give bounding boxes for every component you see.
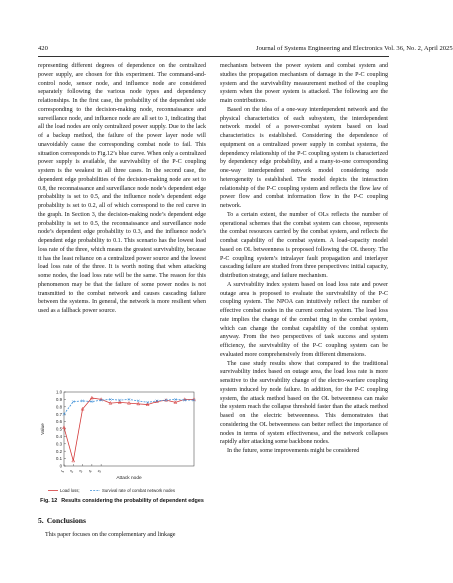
right-paragraph-3: To a certain extent, the number of OLs reflects the number of operational schemes that the combat system can choose, represents the combat resources carried by the combat system, and reflects the combat capability of the combat system. A load-capacity model based on OL betweenness is proposed following the OL theory. The P-C coupling system’s intralayer fault propagation and interlayer cascading failure are studied from three perspectives: initial capacity, distribution strategy, and failure mechanism.: [220, 211, 388, 279]
conclusions-text: [38, 531, 206, 540]
results-line-chart: [38, 388, 206, 500]
x-tick-label: 5: [96, 469, 103, 474]
x-tick-label: 4: [87, 469, 93, 474]
y-tick-label: 0.2: [56, 448, 62, 454]
x-tick-label: 3: [77, 469, 84, 474]
right-paragraph-1: mechanism between the power system and combat system and studies the propagation mechanism of damage in the P-C coupling system and the survivability measurement method of the coupling system when the power system is attacked. The following are the main contributions.: [220, 63, 388, 104]
section-title: Conclusions: [46, 516, 86, 525]
right-paragraph-4: A survivability index system based on load loss rate and power outage area is proposed to evaluate the survivability of the P-C coupling system. The NPOA can intuitively reflect the number of effective combat nodes in the current combat system. The load loss rate implies the change of the combat ring in the combat system, which can change the combat capability of the combat system anyway. From the two perspectives of task success and system efficiency, the survivability of the P-C coupling system can be evaluated more comprehensively from different dimensions.: [220, 281, 388, 358]
figure-12: [38, 388, 206, 504]
conclusion-paragraph: This paper focuses on the complementary and linkage: [45, 532, 176, 538]
section-heading: [38, 516, 86, 525]
y-tick-label: 0.1: [56, 456, 62, 462]
y-tick-label: 0.5: [56, 426, 62, 432]
y-tick-label: 0: [59, 463, 62, 469]
right-paragraph-6: In the future, some improvements might be considered: [227, 448, 360, 454]
right-paragraph-2: Based on the idea of a one-way interdependent network and the physical characteristics of each subsystem, the interdependent network model of a power-combat system based on load characteristics is established. Considering the dependence of equipment on a centralized power supply in combat systems, the dependency relationship of the P-C coupling system is characterized by dependency edge probability, and a many-to-one corresponding one-way interdependent network model considering node heterogeneity is established. The model depicts the interaction relationship of the P-C coupling system and reflects the flow law of power flow and combat information flow in the P-C coupling network.: [220, 106, 388, 209]
series-line-1: [64, 398, 194, 461]
legend-label-1: Load loss;: [60, 488, 80, 493]
running-header: [38, 45, 453, 57]
y-tick-label: 0.3: [56, 441, 62, 447]
y-tick-label: 0.4: [56, 434, 62, 439]
section-number: 5.: [38, 516, 44, 525]
figure-caption-text: Results considering the probability of dependent edges: [61, 498, 204, 504]
y-tick-label: 0.7: [56, 411, 62, 417]
right-column: [220, 62, 388, 456]
right-paragraph-5: The case study results show that compared to the traditional survivability index based on outage area, the load loss rate is more sensitive to the survivability change of the electro-warfare coupling system induced by node failure. In addition, for the P-C coupling system, the attack method based on the OL betweenness can make the system reach the collapse threshold faster than the attack method based on the electric betweenness. This demonstrates that considering the OL betweenness can better reflect the importance of nodes in terms of system effectiveness, and the network collapses rapidly after attacking some backbone nodes.: [220, 360, 388, 446]
x-tick-label: 1: [59, 469, 65, 474]
x-axis-label: Attack node: [116, 476, 142, 481]
y-tick-label: 1.0: [56, 389, 62, 395]
y-axis-label: Value: [40, 423, 45, 435]
y-tick-label: 0.6: [56, 419, 62, 425]
left-paragraph: representing different degrees of dependence on the centralized power supply, are chosen for this experiment. The command-and-control node, sensor node, and influence node are considered separately following the various node types and dependency relationships. In the first case, the probability of the dependent side corresponding to the decision-making node, reconnaissance and surveillance node, and influence node are all set to 1, indicating that all the load nodes are only centralized power supply. Due to the lack of a backup method, the failure of the power layer node will unavoidably cause the corresponding combat node to fail. This situation corresponds to Fig.12’s blue curve. When only a centralized power supply is available, the survivability of the P-C coupling system is the weakest in all three cases. In the second case, the dependent edge probabilities of the decision-making node are set to 0.8, the reconnaissance and surveillance node node’s dependent edge probability is set to 0.5, and the influence node’s dependent edge probability is set to 0.2, all of which correspond to the red curve in the graph. In Section 3, the decision-making node’s dependent edge probability is set to 0.5, the reconnaissance and surveillance node node’s dependent edge probability to 0.3, and the influence node’s dependent edge probability to 0.1. This scenario has the lowest load loss rate of the three, which means the greatest survivability, because it has the least reliance on a centralized power source and the lowest load loss rate of the three. It is worth noting that when attacking some nodes, the load loss rate will be the same. The reason for this phenomenon may be that the failure of some power nodes is not transmitted to the combat network and causes cascading failure between the systems. In general, the network is more resilient when used as a fallback power source.: [38, 63, 206, 314]
legend-label-2: Survival rate of combat network nodes: [102, 488, 176, 493]
figure-caption: [38, 498, 206, 504]
y-tick-label: 0.9: [56, 397, 62, 402]
x-tick-label: 2: [68, 469, 75, 474]
figure-label: Fig. 12: [40, 498, 58, 504]
y-tick-label: 0.8: [56, 404, 62, 410]
journal-title: Journal of Systems Engineering and Electronics Vol. 36, No. 2, April 2025: [256, 45, 453, 52]
left-column: [38, 62, 206, 316]
page-number: 420: [38, 45, 48, 52]
